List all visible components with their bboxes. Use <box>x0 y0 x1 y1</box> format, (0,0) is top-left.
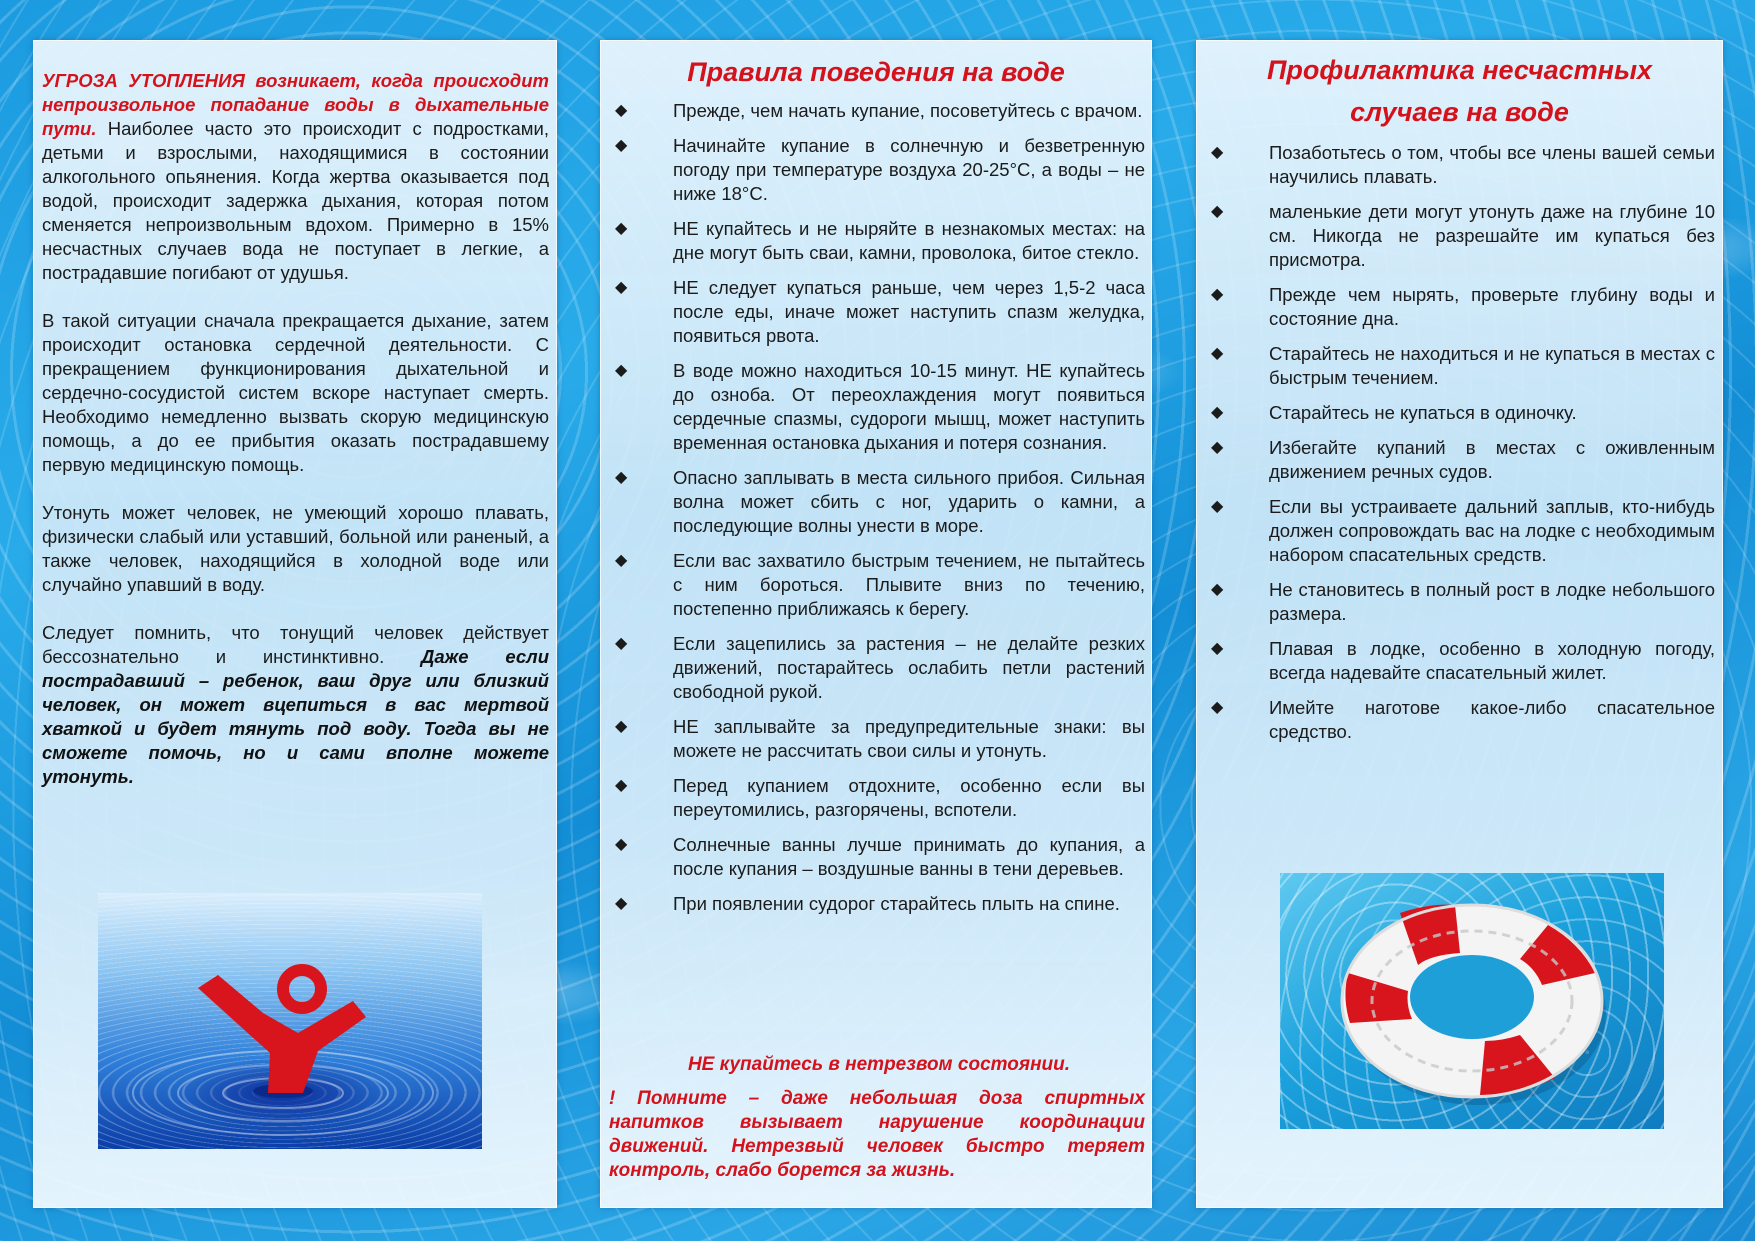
water-rule-item <box>613 217 1145 265</box>
diamond-bullet-icon: ◆ <box>1211 144 1224 161</box>
prevention-rule-text: Имейте наготове какое-либо спасательное средство. <box>1269 697 1715 742</box>
diamond-bullet-icon: ◆ <box>1211 498 1224 515</box>
paragraph-drowning-definition <box>42 69 549 285</box>
water-rule-text: Перед купанием отдохните, особенно если вы переутомились, разгорячены, вспотели. <box>673 775 1145 820</box>
water-rule-text: Если вас захватило быстрым течением, не пытайтесь с ним бороться. Плывите вниз по течению, постепенно приближаясь к берегу. <box>673 550 1145 619</box>
diamond-bullet-icon: ◆ <box>1211 404 1224 421</box>
prevention-rule-item <box>1209 141 1715 189</box>
diamond-bullet-icon: ◆ <box>1211 439 1224 456</box>
prevention-rule-item <box>1209 283 1715 331</box>
diamond-bullet-icon: ◆ <box>615 836 628 853</box>
water-rule-text: Прежде, чем начать купание, посоветуйтесь с врачом. <box>673 100 1143 121</box>
diamond-bullet-icon: ◆ <box>615 552 628 569</box>
diamond-bullet-icon: ◆ <box>615 279 628 296</box>
water-rule-item <box>613 774 1145 822</box>
water-rule-item <box>613 99 1145 123</box>
lifebuoy-image <box>1280 873 1664 1129</box>
water-rule-text: Начинайте купание в солнечную и безветренную погоду при температуре воздуха 20-25°С, а воды – не ниже 18°С. <box>673 135 1145 204</box>
alcohol-warning: ! Помните – даже небольшая доза спиртных напитков вызывает нарушение координации движений. Нетрезвый человек быстро теряет контроль, слабо борется за жизнь. <box>609 1088 1145 1181</box>
water-rule-item <box>613 466 1145 538</box>
prevention-rule-item <box>1209 342 1715 390</box>
diamond-bullet-icon: ◆ <box>1211 640 1224 657</box>
water-rule-item <box>613 892 1145 916</box>
remember-plain: Следует помнить, что тонущий человек действует бессознательно и инстинктивно. <box>42 622 549 667</box>
water-rule-text: Если зацепились за растения – не делайте резких движений, постарайтесь ослабить петли растений свободной рукой. <box>673 633 1145 702</box>
paragraph-who-can-drown: Утонуть может человек, не умеющий хорошо плавать, физически слабый или уставший, больной или раненый, а также человек, находящийся в холодной воде или случайно упавший в воду. <box>42 502 549 595</box>
panel-drowning-threat <box>33 40 557 1208</box>
diamond-bullet-icon: ◆ <box>615 362 628 379</box>
drowning-threat-text <box>42 69 549 789</box>
water-rules-list <box>613 99 1145 927</box>
prevention-rule-item <box>1209 200 1715 272</box>
diamond-bullet-icon: ◆ <box>615 137 628 154</box>
water-rule-text: В воде можно находиться 10-15 минут. НЕ купайтесь до озноба. От переохлаждения могут появиться сердечные спазмы, судороги мышц, может наступить временная остановка дыхания и потеря сознания. <box>673 360 1145 453</box>
diamond-bullet-icon: ◆ <box>1211 345 1224 362</box>
drowning-figure-image <box>98 893 482 1149</box>
panel-accident-prevention <box>1196 40 1723 1208</box>
diamond-bullet-icon: ◆ <box>615 220 628 237</box>
diamond-bullet-icon: ◆ <box>615 718 628 735</box>
diamond-bullet-icon: ◆ <box>615 469 628 486</box>
accident-prevention-list <box>1209 141 1715 755</box>
prevention-rule-item <box>1209 495 1715 567</box>
prevention-rule-text: Старайтесь не купаться в одиночку. <box>1269 402 1577 423</box>
drowning-definition-body: Наиболее часто это происходит с подростками, детьми и взрослыми, находящимися в состоянии алкогольного опьянения. Когда жертва оказывается под водой, происходит задержка дыхания, которая потом сменяется непроизвольным вдохом. Примерно в 15% несчастных случаев вода не поступает в легкие, а пострадавшие погибают от удушья. <box>42 118 549 283</box>
diamond-bullet-icon: ◆ <box>1211 286 1224 303</box>
prevention-rule-item <box>1209 578 1715 626</box>
water-rule-text: Солнечные ванны лучше принимать до купания, а после купания – воздушные ванны в тени деревьев. <box>673 834 1145 879</box>
remember-bold: Даже если пострадавший – ребенок, ваш друг или близкий человек, он может вцепиться в вас мертвой хваткой и будет тянуть под воду. Тогда вы не сможете помочь, но и сами вполне можете утонуть. <box>42 646 549 787</box>
drowning-definition-highlight: УГРОЗА УТОПЛЕНИЯ возникает, когда происходит непроизвольное попадание воды в дыхательные пути. <box>42 70 549 139</box>
water-rule-item <box>613 632 1145 704</box>
diamond-bullet-icon: ◆ <box>1211 203 1224 220</box>
diamond-bullet-icon: ◆ <box>615 777 628 794</box>
diamond-bullet-icon: ◆ <box>615 102 628 119</box>
prevention-rule-text: Не становитесь в полный рост в лодке небольшого размера. <box>1269 579 1715 624</box>
diamond-bullet-icon: ◆ <box>615 895 628 912</box>
sober-warning: НЕ купайтесь в нетрезвом состоянии. <box>687 1054 1071 1075</box>
paragraph-remember <box>42 621 549 789</box>
water-rule-text: Опасно заплывать в места сильного прибоя. Сильная волна может сбить с ног, ударить о камни, а последующие волны унести в море. <box>673 467 1145 536</box>
water-rules-title: Правила поведения на воде <box>687 57 1065 87</box>
prevention-rule-item <box>1209 401 1715 425</box>
diamond-bullet-icon: ◆ <box>1211 581 1224 598</box>
water-rule-text: НЕ следует купаться раньше, чем через 1,5-2 часа после еды, иначе может наступить спазм желудка, появиться рвота. <box>673 277 1145 346</box>
prevention-rule-item <box>1209 637 1715 685</box>
water-rule-text: НЕ купайтесь и не ныряйте в незнакомых местах: на дне могут быть сваи, камни, проволока, битое стекло. <box>673 218 1145 263</box>
diamond-bullet-icon: ◆ <box>1211 699 1224 716</box>
panel-water-rules <box>600 40 1152 1208</box>
prevention-rule-text: Плавая в лодке, особенно в холодную погоду, всегда надевайте спасательный жилет. <box>1269 638 1715 683</box>
diamond-bullet-icon: ◆ <box>615 635 628 652</box>
prevention-rule-text: Прежде чем нырять, проверьте глубину воды и состояние дна. <box>1269 284 1715 329</box>
water-rule-item <box>613 134 1145 206</box>
prevention-rule-text: Позаботьтесь о том, чтобы все члены вашей семьи научились плавать. <box>1269 142 1715 187</box>
accident-prevention-title: Профилактика несчастных случаев на воде <box>1266 55 1653 127</box>
prevention-rule-item <box>1209 696 1715 744</box>
water-rule-item <box>613 715 1145 763</box>
prevention-rule-item <box>1209 436 1715 484</box>
prevention-rule-text: Если вы устраиваете дальний заплыв, кто-нибудь должен сопровождать вас на лодке с необходимым набором спасательных средств. <box>1269 496 1715 565</box>
water-rule-item <box>613 549 1145 621</box>
lifebuoy-icon <box>1280 873 1664 1129</box>
drowning-person-icon <box>98 893 482 1149</box>
prevention-rule-text: Старайтесь не находиться и не купаться в местах с быстрым течением. <box>1269 343 1715 388</box>
water-rule-item <box>613 359 1145 455</box>
water-rule-text: НЕ заплывайте за предупредительные знаки: вы можете не рассчитать свои силы и утонуть. <box>673 716 1145 761</box>
paragraph-situation: В такой ситуации сначала прекращается дыхание, затем происходит остановка сердечной деятельности. С прекращением функционирования дыхательной и сердечно-сосудистой систем вскоре наступает смерть. Необходимо немедленно вызвать скорую медицинскую помощь, а до ее прибытия оказать пострадавшему первую медицинскую помощь. <box>42 310 549 475</box>
water-rule-text: При появлении судорог старайтесь плыть на спине. <box>673 893 1120 914</box>
water-rule-item <box>613 276 1145 348</box>
water-rule-item <box>613 833 1145 881</box>
prevention-rule-text: маленькие дети могут утонуть даже на глубине 10 см. Никогда не разрешайте им купаться без присмотра. <box>1269 201 1715 270</box>
prevention-rule-text: Избегайте купаний в местах с оживленным движением речных судов. <box>1269 437 1715 482</box>
